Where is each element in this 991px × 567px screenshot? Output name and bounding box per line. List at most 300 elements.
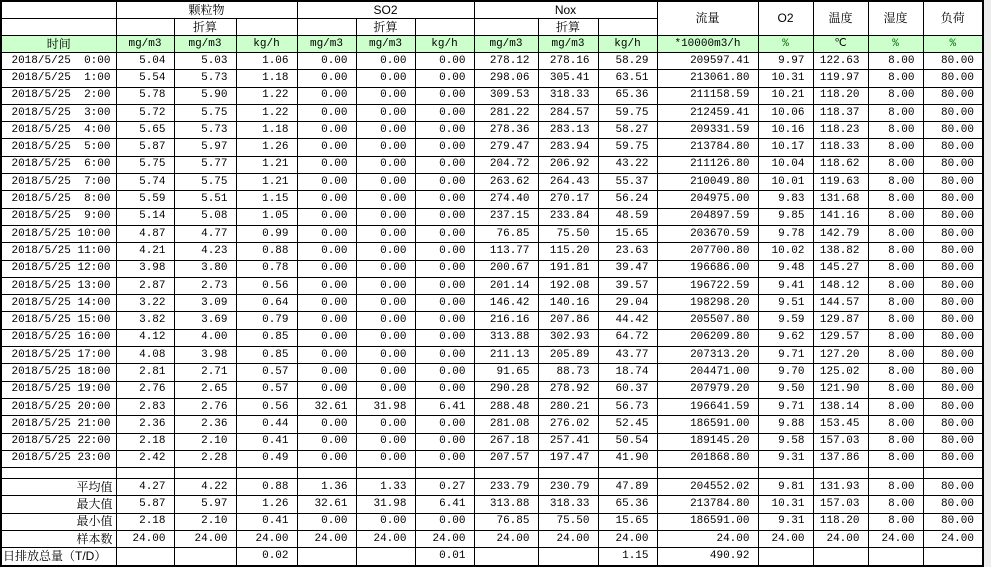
value-cell: 206.92	[538, 156, 598, 173]
value-cell: 0.00	[297, 53, 356, 70]
value-cell: 0.00	[415, 329, 474, 346]
value-cell: 2.83	[116, 398, 174, 415]
value-cell: 76.85	[474, 513, 538, 530]
value-cell: 237.15	[474, 208, 538, 225]
header-unit: ℃	[813, 36, 868, 53]
value-cell: 4.87	[116, 225, 174, 242]
empty-cell	[297, 468, 356, 479]
value-cell: 5.73	[174, 70, 236, 87]
empty-cell	[598, 468, 657, 479]
value-cell: 55.37	[598, 174, 657, 191]
value-cell: 9.58	[758, 433, 813, 450]
header-unit: %	[923, 36, 983, 53]
value-cell: 204897.59	[657, 208, 758, 225]
value-cell: 24.00	[474, 531, 538, 548]
header-flow: 流量	[657, 1, 758, 36]
value-cell: 2.76	[116, 381, 174, 398]
value-cell: 233.84	[538, 208, 598, 225]
value-cell: 0.02	[236, 548, 297, 566]
value-cell: 50.54	[598, 433, 657, 450]
value-cell: 0.00	[356, 329, 415, 346]
value-cell: 2.76	[174, 398, 236, 415]
header-unit: mg/m3	[297, 36, 356, 53]
value-cell: 5.59	[116, 191, 174, 208]
value-cell: 0.00	[415, 104, 474, 121]
value-cell: 9.51	[758, 295, 813, 312]
header-unit: *10000m3/h	[657, 36, 758, 53]
value-cell: 0.64	[236, 295, 297, 312]
value-cell: 2.18	[116, 433, 174, 450]
value-cell: 5.54	[116, 70, 174, 87]
value-cell: 0.00	[356, 174, 415, 191]
value-cell	[356, 548, 415, 566]
value-cell: 209597.41	[657, 53, 758, 70]
value-cell: 0.44	[236, 416, 297, 433]
header-sub-converted-nox: 折算	[538, 19, 598, 36]
value-cell: 283.94	[538, 139, 598, 156]
table-row	[1, 122, 983, 139]
time-cell: 2018/5/25 14:00	[1, 295, 116, 312]
value-cell: 2.10	[174, 513, 236, 530]
empty-header-cell	[297, 19, 356, 36]
value-cell: 281.22	[474, 104, 538, 121]
value-cell: 203670.59	[657, 225, 758, 242]
empty-header-cell	[116, 19, 174, 36]
value-cell: 0.56	[236, 398, 297, 415]
value-cell: 189145.20	[657, 433, 758, 450]
value-cell: 1.18	[236, 70, 297, 87]
value-cell: 24.00	[868, 531, 923, 548]
value-cell	[813, 548, 868, 566]
value-cell: 47.89	[598, 479, 657, 496]
value-cell: 4.77	[174, 225, 236, 242]
time-cell: 2018/5/25 12:00	[1, 260, 116, 277]
value-cell: 1.22	[236, 104, 297, 121]
value-cell: 9.48	[758, 260, 813, 277]
table-row	[1, 450, 983, 467]
value-cell: 5.75	[174, 174, 236, 191]
value-cell: 56.73	[598, 398, 657, 415]
time-cell: 2018/5/25 17:00	[1, 347, 116, 364]
time-cell: 2018/5/25 23:00	[1, 450, 116, 467]
value-cell: 280.21	[538, 398, 598, 415]
value-cell: 2.87	[116, 277, 174, 294]
value-cell: 0.00	[415, 312, 474, 329]
value-cell: 0.00	[415, 122, 474, 139]
value-cell: 80.00	[923, 295, 983, 312]
value-cell: 0.00	[356, 416, 415, 433]
value-cell: 115.20	[538, 243, 598, 260]
time-cell: 2018/5/25 5:00	[1, 139, 116, 156]
value-cell: 0.00	[415, 53, 474, 70]
table-row	[1, 191, 983, 208]
value-cell: 284.57	[538, 104, 598, 121]
value-cell: 65.36	[598, 87, 657, 104]
empty-cell	[1, 468, 116, 479]
value-cell: 5.90	[174, 87, 236, 104]
value-cell: 9.50	[758, 381, 813, 398]
value-cell: 9.97	[758, 53, 813, 70]
summary-row	[1, 513, 983, 530]
value-cell: 80.00	[923, 479, 983, 496]
value-cell: 288.48	[474, 398, 538, 415]
value-cell: 10.02	[758, 243, 813, 260]
value-cell	[297, 548, 356, 566]
value-cell: 8.00	[868, 398, 923, 415]
value-cell: 0.00	[415, 225, 474, 242]
value-cell: 8.00	[868, 174, 923, 191]
value-cell: 3.69	[174, 312, 236, 329]
summary-label: 最大值	[1, 496, 116, 513]
table-row	[1, 174, 983, 191]
value-cell: 80.00	[923, 191, 983, 208]
value-cell: 205507.80	[657, 312, 758, 329]
value-cell: 0.00	[415, 347, 474, 364]
empty-cell	[538, 468, 598, 479]
value-cell: 2.10	[174, 433, 236, 450]
value-cell: 8.00	[868, 243, 923, 260]
value-cell: 230.79	[538, 479, 598, 496]
value-cell: 9.70	[758, 364, 813, 381]
value-cell	[538, 548, 598, 566]
value-cell: 279.47	[474, 139, 538, 156]
value-cell: 0.00	[356, 208, 415, 225]
value-cell: 4.22	[174, 479, 236, 496]
value-cell: 9.81	[758, 479, 813, 496]
time-cell: 2018/5/25 1:00	[1, 70, 116, 87]
empty-cell	[474, 468, 538, 479]
value-cell: 264.43	[538, 174, 598, 191]
value-cell: 4.08	[116, 347, 174, 364]
value-cell: 3.09	[174, 295, 236, 312]
value-cell: 204975.00	[657, 191, 758, 208]
empty-cell	[758, 468, 813, 479]
value-cell: 80.00	[923, 496, 983, 513]
empty-cell	[415, 468, 474, 479]
value-cell: 0.00	[356, 260, 415, 277]
value-cell: 2.36	[174, 416, 236, 433]
value-cell: 9.78	[758, 225, 813, 242]
value-cell: 5.74	[116, 174, 174, 191]
value-cell: 281.08	[474, 416, 538, 433]
value-cell: 0.00	[415, 174, 474, 191]
value-cell: 80.00	[923, 416, 983, 433]
value-cell: 0.00	[356, 295, 415, 312]
value-cell: 211126.80	[657, 156, 758, 173]
value-cell: 88.73	[538, 364, 598, 381]
value-cell: 31.98	[356, 398, 415, 415]
header-row-groups	[1, 1, 983, 19]
value-cell: 9.83	[758, 191, 813, 208]
value-cell: 0.00	[356, 433, 415, 450]
summary-row	[1, 548, 983, 566]
value-cell: 490.92	[657, 548, 758, 566]
value-cell: 48.59	[598, 208, 657, 225]
value-cell: 8.00	[868, 260, 923, 277]
value-cell: 276.02	[538, 416, 598, 433]
value-cell: 0.00	[297, 104, 356, 121]
value-cell: 298.06	[474, 70, 538, 87]
value-cell: 80.00	[923, 398, 983, 415]
value-cell: 24.00	[297, 531, 356, 548]
table-row	[1, 312, 983, 329]
value-cell: 0.56	[236, 277, 297, 294]
value-cell: 64.72	[598, 329, 657, 346]
value-cell: 207313.20	[657, 347, 758, 364]
value-cell: 58.29	[598, 53, 657, 70]
value-cell: 29.04	[598, 295, 657, 312]
table-row	[1, 243, 983, 260]
time-cell: 2018/5/25 10:00	[1, 225, 116, 242]
header-unit: %	[868, 36, 923, 53]
value-cell: 267.18	[474, 433, 538, 450]
header-o2: O2	[758, 1, 813, 36]
value-cell: 76.85	[474, 225, 538, 242]
value-cell: 75.50	[538, 225, 598, 242]
value-cell: 0.00	[297, 312, 356, 329]
empty-cell	[236, 468, 297, 479]
value-cell: 0.00	[356, 364, 415, 381]
value-cell: 3.98	[116, 260, 174, 277]
value-cell: 0.00	[415, 156, 474, 173]
value-cell: 9.71	[758, 347, 813, 364]
time-cell: 2018/5/25 13:00	[1, 277, 116, 294]
value-cell: 24.00	[538, 531, 598, 548]
value-cell: 80.00	[923, 433, 983, 450]
value-cell: 8.00	[868, 191, 923, 208]
value-cell: 0.00	[297, 416, 356, 433]
value-cell: 2.42	[116, 450, 174, 467]
value-cell: 10.31	[758, 70, 813, 87]
value-cell: 0.49	[236, 450, 297, 467]
value-cell: 8.00	[868, 122, 923, 139]
value-cell: 80.00	[923, 347, 983, 364]
value-cell: 131.93	[813, 479, 868, 496]
value-cell: 0.27	[415, 479, 474, 496]
empty-cell	[356, 468, 415, 479]
table-row	[1, 225, 983, 242]
time-cell: 2018/5/25 18:00	[1, 364, 116, 381]
value-cell: 1.22	[236, 87, 297, 104]
value-cell: 0.00	[356, 513, 415, 530]
header-sub-converted-so2: 折算	[356, 19, 415, 36]
value-cell: 59.75	[598, 104, 657, 121]
value-cell: 10.04	[758, 156, 813, 173]
value-cell: 60.37	[598, 381, 657, 398]
value-cell: 15.65	[598, 225, 657, 242]
value-cell: 5.51	[174, 191, 236, 208]
time-cell: 2018/5/25 8:00	[1, 191, 116, 208]
value-cell: 157.03	[813, 496, 868, 513]
value-cell: 75.50	[538, 513, 598, 530]
header-unit: kg/h	[598, 36, 657, 53]
summary-rows	[1, 468, 983, 566]
value-cell: 91.65	[474, 364, 538, 381]
value-cell: 8.00	[868, 87, 923, 104]
header-humidity: 湿度	[868, 1, 923, 36]
value-cell: 80.00	[923, 312, 983, 329]
empty-header-cell	[474, 19, 538, 36]
value-cell: 10.06	[758, 104, 813, 121]
summary-row	[1, 531, 983, 548]
header-unit: %	[758, 36, 813, 53]
value-cell: 3.80	[174, 260, 236, 277]
value-cell: 10.17	[758, 139, 813, 156]
value-cell: 2.18	[116, 513, 174, 530]
value-cell: 8.00	[868, 225, 923, 242]
value-cell: 8.00	[868, 295, 923, 312]
value-cell: 0.41	[236, 513, 297, 530]
value-cell: 8.00	[868, 496, 923, 513]
value-cell: 41.90	[598, 450, 657, 467]
value-cell: 2.65	[174, 381, 236, 398]
header-sub-converted-pm: 折算	[174, 19, 236, 36]
value-cell: 278.12	[474, 53, 538, 70]
value-cell: 0.57	[236, 381, 297, 398]
value-cell: 129.87	[813, 312, 868, 329]
value-cell: 24.00	[813, 531, 868, 548]
header-group-nox: Nox	[474, 1, 657, 19]
value-cell: 0.00	[356, 243, 415, 260]
value-cell: 0.00	[297, 260, 356, 277]
value-cell: 118.62	[813, 156, 868, 173]
value-cell: 5.87	[116, 496, 174, 513]
value-cell: 56.24	[598, 191, 657, 208]
value-cell: 118.33	[813, 139, 868, 156]
value-cell: 290.28	[474, 381, 538, 398]
header-group-particulate: 颗粒物	[116, 1, 297, 19]
summary-label: 最小值	[1, 513, 116, 530]
value-cell: 4.12	[116, 329, 174, 346]
value-cell: 197.47	[538, 450, 598, 467]
value-cell: 186591.00	[657, 513, 758, 530]
value-cell: 257.41	[538, 433, 598, 450]
value-cell: 207979.20	[657, 381, 758, 398]
value-cell: 43.22	[598, 156, 657, 173]
value-cell: 9.88	[758, 416, 813, 433]
empty-header-cell	[415, 19, 474, 36]
value-cell: 3.98	[174, 347, 236, 364]
value-cell: 207.86	[538, 312, 598, 329]
value-cell: 212459.41	[657, 104, 758, 121]
value-cell: 0.00	[297, 329, 356, 346]
summary-row	[1, 496, 983, 513]
value-cell: 0.00	[415, 243, 474, 260]
value-cell: 1.36	[297, 479, 356, 496]
value-cell: 196722.59	[657, 277, 758, 294]
time-cell: 2018/5/25 9:00	[1, 208, 116, 225]
value-cell: 0.00	[356, 53, 415, 70]
value-cell: 9.31	[758, 513, 813, 530]
value-cell: 0.00	[415, 139, 474, 156]
value-cell: 5.14	[116, 208, 174, 225]
value-cell: 1.15	[236, 191, 297, 208]
value-cell: 4.00	[174, 329, 236, 346]
value-cell: 0.78	[236, 260, 297, 277]
value-cell	[758, 548, 813, 566]
value-cell: 1.06	[236, 53, 297, 70]
value-cell: 213061.80	[657, 70, 758, 87]
value-cell: 313.88	[474, 329, 538, 346]
table-row	[1, 398, 983, 415]
value-cell: 80.00	[923, 139, 983, 156]
value-cell: 313.88	[474, 496, 538, 513]
value-cell: 32.61	[297, 496, 356, 513]
table-row	[1, 416, 983, 433]
value-cell: 0.00	[415, 277, 474, 294]
value-cell: 9.62	[758, 329, 813, 346]
value-cell: 5.75	[174, 104, 236, 121]
value-cell: 0.00	[415, 208, 474, 225]
value-cell: 211.13	[474, 347, 538, 364]
value-cell: 8.00	[868, 450, 923, 467]
time-cell: 2018/5/25 4:00	[1, 122, 116, 139]
value-cell	[116, 548, 174, 566]
table-row	[1, 347, 983, 364]
value-cell: 318.33	[538, 496, 598, 513]
table-row	[1, 329, 983, 346]
value-cell	[174, 548, 236, 566]
value-cell: 0.00	[297, 87, 356, 104]
time-cell: 2018/5/25 15:00	[1, 312, 116, 329]
empty-cell	[868, 468, 923, 479]
value-cell: 278.36	[474, 122, 538, 139]
value-cell: 8.00	[868, 139, 923, 156]
value-cell: 0.41	[236, 433, 297, 450]
value-cell: 196641.59	[657, 398, 758, 415]
value-cell: 23.63	[598, 243, 657, 260]
summary-label: 样本数	[1, 531, 116, 548]
time-cell: 2018/5/25 19:00	[1, 381, 116, 398]
value-cell: 0.00	[297, 139, 356, 156]
value-cell: 0.00	[415, 513, 474, 530]
value-cell: 43.77	[598, 347, 657, 364]
value-cell: 9.71	[758, 398, 813, 415]
value-cell: 80.00	[923, 225, 983, 242]
value-cell: 80.00	[923, 243, 983, 260]
value-cell: 144.57	[813, 295, 868, 312]
value-cell: 207700.80	[657, 243, 758, 260]
header-load: 负荷	[923, 1, 983, 36]
value-cell: 2.36	[116, 416, 174, 433]
value-cell: 211158.59	[657, 87, 758, 104]
header-row-units	[1, 36, 983, 53]
value-cell: 8.00	[868, 70, 923, 87]
value-cell: 122.63	[813, 53, 868, 70]
value-cell: 80.00	[923, 53, 983, 70]
value-cell: 9.85	[758, 208, 813, 225]
value-cell: 0.00	[356, 122, 415, 139]
value-cell: 4.23	[174, 243, 236, 260]
summary-row	[1, 479, 983, 496]
value-cell: 1.26	[236, 139, 297, 156]
value-cell: 18.74	[598, 364, 657, 381]
value-cell: 5.08	[174, 208, 236, 225]
value-cell: 8.00	[868, 433, 923, 450]
value-cell: 24.00	[236, 531, 297, 548]
value-cell: 118.20	[813, 513, 868, 530]
value-cell: 204.72	[474, 156, 538, 173]
value-cell: 6.41	[415, 398, 474, 415]
value-cell: 270.17	[538, 191, 598, 208]
value-cell: 24.00	[174, 531, 236, 548]
value-cell: 6.41	[415, 496, 474, 513]
value-cell: 5.04	[116, 53, 174, 70]
value-cell: 2.73	[174, 277, 236, 294]
value-cell: 44.42	[598, 312, 657, 329]
value-cell: 0.00	[297, 450, 356, 467]
value-cell: 80.00	[923, 104, 983, 121]
